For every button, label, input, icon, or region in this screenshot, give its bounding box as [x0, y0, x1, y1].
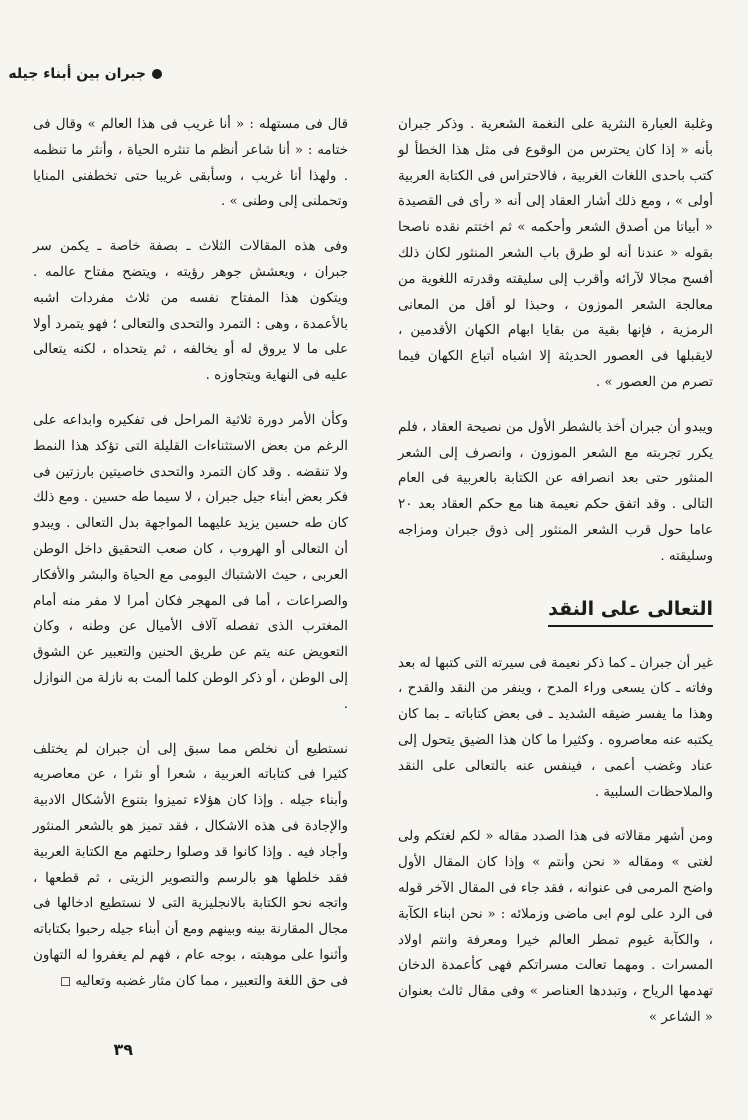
- paragraph: وكأن الأمر دورة ثلاثية المراحل فى تفكيره وابداعه على الرغم من بعض الاستثناءات القليلة التى تؤكد هذا النمط ولا تنقضه . وقد كان التمرد والتحدى خاصيتين بارزتين فى فكر بعض أبناء جيل جبران ، لا سيما طه حسين . ومع ذلك كان طه حسين يزيد عليهما المواجهة بدل التعالى . ويبدو أن التعالى أو الهروب ، كان صعب التحقيق داخل الوطن العربى ، حيث الاشتباك اليومى مع الحياة والبشر والأفكار والصراعات ، أما فى المهجر فكان أمرا لا مفر منه أمام المغترب الذى تفصله آلاف الأميال عن وطنه ، وكان التعويض عنه يتم عن طريق الحنين والتعبير عن الشوق إلى الوطن ، أو ذكر الوطن كلما ألمت به نازلة من النوازل .: [33, 412, 348, 712]
- paragraph: نستطيع أن نخلص مما سبق إلى أن جبران لم يختلف كثيرا فى كتاباته العربية ، شعرا أو نثرا ، عن معاصريه وأبناء جيله . وإذا كان هؤلاء تميزوا بتنوع الأشكال الادبية والإجادة فى هذه الاشكال ، فقد تميز هو بالشعر المنثور وأجاد فيه . وإذا كانوا قد وصلوا رحلتهم مع الكتابة العربية فقد خلطها هو بالرسم والتصوير الزيتى ، ثم قطعها ، واتجه نحو الكتابة بالانجليزية التى لا نستطيع ادخالها فى مجال المقارنة بينه وبينهم ومع أن أبناء جيله رحبوا بكتاباته وأثنوا على موهبته ، بوجه عام ، فهم لم يغفروا له التهاون فى حق اللغة والتعبير ، مما كان مثار غضبه وتعاليه ◻: [33, 741, 348, 989]
- bullet-icon: [152, 69, 162, 79]
- page-number: ٣٩: [113, 1040, 133, 1059]
- paragraph: غير أن جبران ـ كما ذكر نعيمة فى سيرته التى كتبها له بعد وفاته ـ كان يسعى وراء المدح ، وينفر من النقد والقدح ، وهذا ما يفسر ضيقه الشديد ـ فى بعض كتاباته ـ بما كان يكتبه عنه معاصروه . وكثيرا ما كان هذا الضيق يتحول إلى عناد وغضب أعمى ، فينفس عنه بالتعالى على النقد والملاحظات السلبية .: [398, 655, 713, 800]
- paragraph: ويبدو أن جبران أخذ بالشطر الأول من نصيحة العقاد ، فلم يكرر تجربته مع الشعر الموزون ، وانصرف إلى الشعر المنثور حتى بعد انصرافه عن الكتابة بالعربية فى العام التالى . وقد اتفق حكم نعيمة هنا مع حكم العقاد بعد ٢٠ عاما حول قرب الشعر المنثور إلى ذوق جبران ومزاجه وسليقته .: [398, 419, 713, 564]
- running-title: جبران بين أبناء جيله: [8, 66, 146, 82]
- running-header: [8, 66, 162, 82]
- section-heading: التعالى على النقد: [548, 595, 713, 627]
- paragraph: ومن أشهر مقالاته فى هذا الصدد مقاله « لكم لغتكم ولى لغتى » ومقاله « نحن وأنتم » وإذا كان المقال الأول واضح المرمى فى عنوانه ، فقد جاء فى المقال الآخر قوله فى الرد على لوم ابى ماضى وزملائه : « نحن ابناء الكآبة ، والكآبة غيوم تمطر العالم خيرا ومعرفة وانتم اولاد المسرات . ومهما تعالت مسراتكم فهى كأعمدة الدخان تهدمها الرياح ، وتبددها العناصر » وفى مقال ثالث بعنوان « الشاعر »: [398, 829, 713, 1025]
- paragraph: قال فى مستهله : « أنا غريب فى هذا العالم » وقال فى ختامه : « أنا شاعر أنظم ما تنثره الحياة ، وأنثر ما تنظمه . ولهذا أنا غريب ، وسأبقى غريبا حتى تخطفنى المنايا وتحملنى إلى وطنى » .: [33, 117, 348, 210]
- left-column: [33, 112, 348, 1014]
- paragraph: وفى هذه المقالات الثلاث ـ بصفة خاصة ـ يكمن سر جبران ، ويعشش جوهر رؤيته ، ويتضح مفتاح عالمه . ويتكون هذا المفتاح نفسه من ثلاث مفردات اشبه بالأعمدة ، وهى : التمرد والتحدى والتعالى ؛ فهو يتمرد أولا على ما لا يروق له أو يخالفه ، ثم يتحداه ، لكنه يتعالى عليه فى النهاية ويتجاوزه .: [33, 239, 348, 384]
- right-column: [398, 112, 713, 1050]
- paragraph: وغلبة العبارة النثرية على النغمة الشعرية . وذكر جبران بأنه « إذا كان يحترس من الوقوع فى مثل هذا الخطأ لو كتب باحدى اللغات الغربية ، فالاحتراس فى الكتابة العربية أولى » ، ومع ذلك أشار العقاد إلى أنه « رأى فى القصيدة « أبياتا من أصدق الشعر وأحكمه » ثم اختتم نقده ناصحا بقوله « عندنا أنه لو طرق باب الشعر المنثور لكان ذلك أفسح مجالا لآرائه وأقرب إلى سليقته وقدرته اللغوية من معالجة الشعر الموزون ، وحبذا لو أقل من المعانى الرمزية ، فإنها بقية من بقايا ابهام الكهان الأقدمين ، لايقبلها فى العصور الحديثة إلا اشباه أتباع الكهان فيما تصرم من العصور » .: [398, 117, 713, 390]
